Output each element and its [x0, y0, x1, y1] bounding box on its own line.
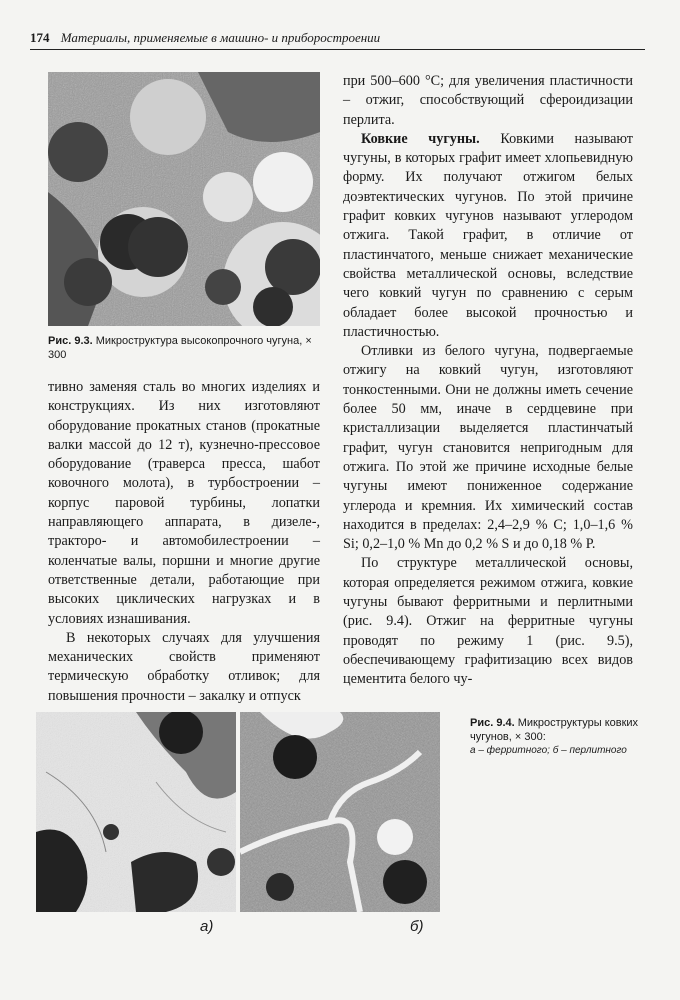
figure-9-4b-micrograph	[240, 712, 440, 912]
page-number: 174	[30, 30, 50, 45]
figure-9-3-micrograph	[48, 72, 320, 326]
section-heading-malleable-iron: Ковкие чугуны.	[361, 130, 480, 147]
running-header	[30, 30, 645, 50]
left-paragraph-1: тивно заменяя сталь во многих изделиях и конструкциях. Из них изготовляют оборудование прокатных станов (прокатные валки массой до 12 т), кузнечно-прессовое оборудование (траверса пресса, шабот ковочного молота), в турбостроении – корпус паровой турбины, лопатки направляющего аппарата, в дизеле-, тракторо- и автомобилестроении – коленчатые валы, поршни и многие другие ответственные детали, работающие при высоких циклических нагрузках и в условиях изнашивания.	[48, 379, 320, 627]
right-paragraph-4: По структуре металлической основы, которая определяется режимом отжига, ковкие чугуны бывают ферритными и перлитными (рис. 9.4). Отжиг на ферритные чугуны проводят по режиму 1 (рис. 9.5), обеспечивающему графитизацию всех видов цементита белого чу-	[343, 555, 633, 688]
figure-9-4b-label: б)	[410, 918, 424, 935]
right-paragraph-2-text: Ковкими называют чугуны, в которых графит имеет хлопьевидную форму. Их получают отжигом белых доэвтектических чугунов. По этой причине графит ковких чугунов называют углеродом отжига. Такой графит, в отличие от пластинчатого, меньше снижает механические свойства металлической основы, вследствие чего ковкий чугун по сравнению с серым обладает более высокой прочностью и пластичностью.	[343, 130, 633, 340]
figure-9-4-text: Микроструктуры ковких чугунов, × 300:	[470, 717, 639, 743]
figure-9-4a-label: а)	[200, 918, 214, 935]
figure-9-4-label: Рис. 9.4.	[470, 717, 515, 729]
left-column	[48, 378, 320, 706]
right-paragraph-3: Отливки из белого чугуна, подвергаемые отжигу на ковкий чугун, изготовляют тонкостенными. Они не должны иметь сечение более 50 мм, иначе в сердцевине при кристаллизации выделяется пластинчатый графит, чугун становится непригодным для отжига. По этой же причине исходные белые чугуны имеют пониженное содержание углерода и кремния. Их химический состав находится в пределах: 2,4–2,9 % С; 1,0–1,6 % Si; 0,2–1,0 % Mn до 0,2 % S и до 0,18 % Р.	[343, 343, 633, 553]
figure-9-3-text: Микроструктура высокопрочного чугуна, × 300	[48, 335, 312, 361]
figure-9-3-caption	[48, 334, 320, 362]
figure-9-4-caption	[470, 716, 642, 758]
right-column	[343, 72, 633, 690]
right-paragraph-2	[343, 130, 633, 342]
figure-9-4a-micrograph	[36, 712, 236, 912]
figure-9-4-legend: а – ферритного; б – перлитного	[470, 745, 627, 756]
figure-9-3-label: Рис. 9.3.	[48, 335, 93, 347]
left-paragraph-2: В некоторых случаях для улучшения механических свойств применяют термическую обработку отливок; для повышения прочности – закалку и отпуск	[48, 629, 320, 704]
right-paragraph-1: при 500–600 °С; для увеличения пластичности – отжиг, способствующий сфероидизации перлита.	[343, 73, 633, 128]
running-title: Материалы, применяемые в машино- и приборостроении	[60, 30, 381, 45]
